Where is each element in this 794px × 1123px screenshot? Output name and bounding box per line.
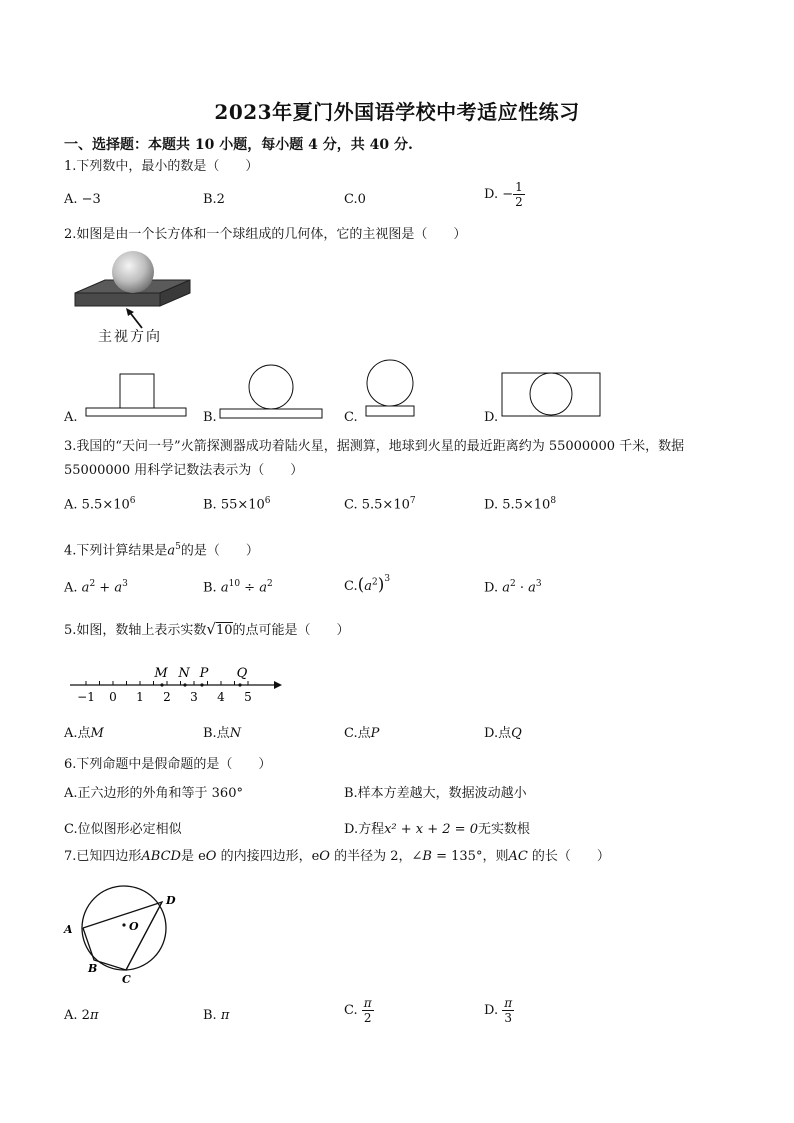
sphere — [112, 251, 154, 293]
q4-option-d: D. $a^2 \cdot a^3$ — [484, 579, 542, 596]
q2-option-b: B. — [203, 410, 217, 425]
view-direction-caption: 主视方向 — [98, 329, 162, 345]
q6-option-b: B.样本方差越大，数据波动越小 — [344, 786, 527, 801]
q2-option-d-figure — [500, 370, 604, 420]
axis-label-1: 1 — [136, 690, 144, 704]
page-title: 2023年夏门外国语学校中考适应性练习 — [214, 100, 580, 124]
q1-option-d: D. − $\frac{1}{2}$ — [484, 180, 523, 209]
q7-option-d: D. $\frac{\pi}{3}$ — [484, 996, 513, 1025]
q1-option-b: B.2 — [203, 192, 225, 207]
center-label-o: O — [129, 920, 139, 933]
q5-option-c: C.点P — [344, 726, 380, 741]
q3-option-c: C. $5.5\times 10^7$ — [344, 496, 416, 513]
q7-circle-figure — [60, 878, 190, 988]
q7-stem: 7.已知四边形ABCD是 eO 的内接四边形，eO 的半径为 2，∠B = 135°，则AC 的长（ ） — [64, 849, 610, 864]
point-label-m: M — [154, 666, 168, 681]
q6-stem: 6.下列命题中是假命题的是（ ） — [64, 757, 272, 772]
point-label-p: P — [199, 666, 209, 681]
q6-option-c: C.位似图形必定相似 — [64, 822, 182, 837]
q5-number-line — [66, 658, 282, 708]
q2-stem: 2.如图是由一个长方体和一个球组成的几何体，它的主视图是（ ） — [64, 227, 467, 242]
q3-option-b: B. $55\times 10^6$ — [203, 496, 271, 513]
q2-option-c: C. — [344, 410, 358, 425]
q5-stem: 5.如图，数轴上表示实数√10的点可能是（ ） — [64, 620, 350, 638]
q5-option-d: D.点Q — [484, 726, 522, 741]
axis-label-0: 0 — [109, 690, 117, 704]
q2-option-a: A. — [64, 410, 78, 425]
q3-stem-line1: 3.我国的“天问一号”火箭探测器成功着陆火星，据测算，地球到火星的最近距离约为 55000000 千米，数据 — [64, 439, 685, 454]
q1-option-c: C.0 — [344, 192, 366, 207]
q4-stem: 4.下列计算结果是$a^5$的是（ ） — [64, 542, 259, 559]
q6-option-d: D.方程x² + x + 2 = 0无实数根 — [344, 822, 530, 837]
q5-option-b: B.点N — [203, 726, 242, 741]
axis-label-4: 4 — [217, 690, 225, 704]
q4-option-b: B. $a^{10} \div a^2$ — [203, 579, 273, 596]
vertex-label-d: D — [166, 894, 176, 907]
q1-option-a: A. −3 — [64, 192, 101, 207]
q3-option-a: A. $5.5\times 10^6$ — [64, 496, 136, 513]
q3-stem-line2: 55000000 用科学记数法表示为（ ） — [64, 463, 304, 478]
q4-option-c: $C.(a^2)^3$ — [344, 573, 391, 595]
q2-option-d: D. — [484, 410, 499, 425]
q1-stem: 1.下列数中，最小的数是（ ） — [64, 159, 259, 174]
vertex-label-c: C — [122, 973, 131, 986]
axis-label-2: 2 — [163, 690, 171, 704]
q7-option-a: A. 2π — [64, 1008, 99, 1023]
axis-label-5: 5 — [244, 690, 252, 704]
point-label-n: N — [178, 666, 190, 681]
vertex-label-b: B — [88, 962, 98, 975]
q2-option-c-figure — [360, 355, 420, 421]
q2-option-a-figure — [84, 370, 188, 422]
q2-option-b-figure — [216, 360, 326, 422]
section-heading: 一、选择题：本题共 10 小题，每小题 4 分，共 40 分. — [64, 137, 413, 153]
q3-option-d: D. $5.5\times 10^8$ — [484, 496, 557, 513]
point-label-q: Q — [236, 666, 248, 681]
q7-option-b: B. π — [203, 1008, 230, 1023]
q7-option-c: C. $\frac{\pi}{2}$ — [344, 996, 372, 1025]
axis-label-3: 3 — [190, 690, 198, 704]
axis-label-neg1: −1 — [77, 690, 95, 704]
vertex-label-a: A — [64, 923, 73, 936]
inscribed-quadrilateral — [83, 902, 162, 970]
q5-option-a: A.点M — [64, 726, 104, 741]
q4-option-a: A. $a^2 + a^3$ — [64, 579, 128, 596]
q6-option-a: A.正六边形的外角和等于 360° — [64, 786, 243, 801]
